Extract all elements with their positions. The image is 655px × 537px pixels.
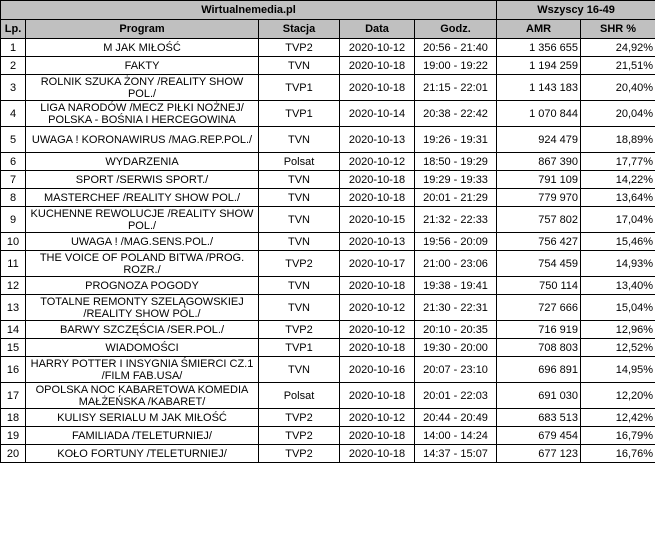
table-row bbox=[1, 39, 655, 57]
cell-shr: 16,76% bbox=[581, 445, 655, 463]
cell-godz: 19:00 - 19:22 bbox=[415, 57, 497, 75]
header-row-columns bbox=[1, 20, 655, 39]
cell-stacja: TVN bbox=[259, 357, 340, 383]
audience-group-header: Wszyscy 16-49 bbox=[497, 1, 655, 20]
cell-lp: 20 bbox=[1, 445, 26, 463]
cell-shr: 15,04% bbox=[581, 295, 655, 321]
cell-program: PROGNOZA POGODY bbox=[26, 277, 259, 295]
cell-program: KUCHENNE REWOLUCJE /REALITY SHOW POL./ bbox=[26, 207, 259, 233]
cell-amr: 867 390 bbox=[497, 153, 581, 171]
cell-amr: 696 891 bbox=[497, 357, 581, 383]
cell-data: 2020-10-13 bbox=[340, 127, 415, 153]
cell-shr: 13,64% bbox=[581, 189, 655, 207]
table-row bbox=[1, 57, 655, 75]
cell-godz: 21:32 - 22:33 bbox=[415, 207, 497, 233]
cell-program: FAKTY bbox=[26, 57, 259, 75]
cell-data: 2020-10-18 bbox=[340, 171, 415, 189]
cell-stacja: TVP1 bbox=[259, 339, 340, 357]
table-row bbox=[1, 409, 655, 427]
cell-program: MASTERCHEF /REALITY SHOW POL./ bbox=[26, 189, 259, 207]
cell-shr: 18,89% bbox=[581, 127, 655, 153]
cell-godz: 18:50 - 19:29 bbox=[415, 153, 497, 171]
cell-data: 2020-10-12 bbox=[340, 39, 415, 57]
cell-stacja: TVN bbox=[259, 127, 340, 153]
cell-stacja: TVP2 bbox=[259, 321, 340, 339]
cell-program: TOTALNE REMONTY SZELĄGOWSKIEJ /REALITY SHOW POL./ bbox=[26, 295, 259, 321]
cell-amr: 1 356 655 bbox=[497, 39, 581, 57]
cell-amr: 924 479 bbox=[497, 127, 581, 153]
table-row bbox=[1, 171, 655, 189]
cell-lp: 10 bbox=[1, 233, 26, 251]
cell-program: LIGA NARODÓW /MECZ PIŁKI NOŻNEJ/ POLSKA - BOŚNIA I HERCEGOWINA bbox=[26, 101, 259, 127]
cell-shr: 16,79% bbox=[581, 427, 655, 445]
cell-data: 2020-10-18 bbox=[340, 277, 415, 295]
cell-stacja: Polsat bbox=[259, 153, 340, 171]
cell-program: KOŁO FORTUNY /TELETURNIEJ/ bbox=[26, 445, 259, 463]
table-row bbox=[1, 445, 655, 463]
table-row bbox=[1, 75, 655, 101]
source-header: Wirtualnemedia.pl bbox=[1, 1, 497, 20]
cell-amr: 1 194 259 bbox=[497, 57, 581, 75]
cell-amr: 779 970 bbox=[497, 189, 581, 207]
cell-data: 2020-10-18 bbox=[340, 75, 415, 101]
cell-program: WIADOMOŚCI bbox=[26, 339, 259, 357]
cell-stacja: TVN bbox=[259, 171, 340, 189]
cell-program: HARRY POTTER I INSYGNIA ŚMIERCI CZ.1 /FILM FAB.USA/ bbox=[26, 357, 259, 383]
cell-amr: 757 802 bbox=[497, 207, 581, 233]
cell-stacja: Polsat bbox=[259, 383, 340, 409]
cell-program: M JAK MIŁOŚĆ bbox=[26, 39, 259, 57]
table-row bbox=[1, 233, 655, 251]
table-row bbox=[1, 357, 655, 383]
cell-shr: 17,04% bbox=[581, 207, 655, 233]
cell-lp: 13 bbox=[1, 295, 26, 321]
cell-data: 2020-10-12 bbox=[340, 153, 415, 171]
cell-lp: 4 bbox=[1, 101, 26, 127]
cell-shr: 14,95% bbox=[581, 357, 655, 383]
cell-amr: 679 454 bbox=[497, 427, 581, 445]
cell-data: 2020-10-17 bbox=[340, 251, 415, 277]
cell-data: 2020-10-14 bbox=[340, 101, 415, 127]
cell-lp: 6 bbox=[1, 153, 26, 171]
cell-lp: 15 bbox=[1, 339, 26, 357]
cell-godz: 19:30 - 20:00 bbox=[415, 339, 497, 357]
cell-data: 2020-10-16 bbox=[340, 357, 415, 383]
cell-data: 2020-10-18 bbox=[340, 189, 415, 207]
cell-shr: 20,04% bbox=[581, 101, 655, 127]
cell-shr: 14,22% bbox=[581, 171, 655, 189]
cell-data: 2020-10-12 bbox=[340, 295, 415, 321]
cell-lp: 7 bbox=[1, 171, 26, 189]
cell-data: 2020-10-12 bbox=[340, 409, 415, 427]
table-row bbox=[1, 295, 655, 321]
cell-godz: 20:07 - 23:10 bbox=[415, 357, 497, 383]
cell-program: ROLNIK SZUKA ŻONY /REALITY SHOW POL./ bbox=[26, 75, 259, 101]
cell-lp: 19 bbox=[1, 427, 26, 445]
cell-amr: 683 513 bbox=[497, 409, 581, 427]
cell-program: WYDARZENIA bbox=[26, 153, 259, 171]
cell-stacja: TVN bbox=[259, 207, 340, 233]
cell-godz: 20:56 - 21:40 bbox=[415, 39, 497, 57]
cell-lp: 12 bbox=[1, 277, 26, 295]
cell-godz: 21:15 - 22:01 bbox=[415, 75, 497, 101]
cell-lp: 18 bbox=[1, 409, 26, 427]
cell-program: FAMILIADA /TELETURNIEJ/ bbox=[26, 427, 259, 445]
cell-amr: 727 666 bbox=[497, 295, 581, 321]
cell-amr: 750 114 bbox=[497, 277, 581, 295]
cell-lp: 17 bbox=[1, 383, 26, 409]
col-header-program: Program bbox=[26, 20, 259, 39]
cell-stacja: TVN bbox=[259, 295, 340, 321]
col-header-shr: SHR % bbox=[581, 20, 655, 39]
cell-stacja: TVN bbox=[259, 57, 340, 75]
cell-godz: 20:01 - 21:29 bbox=[415, 189, 497, 207]
cell-stacja: TVP2 bbox=[259, 39, 340, 57]
cell-shr: 17,77% bbox=[581, 153, 655, 171]
cell-godz: 14:00 - 14:24 bbox=[415, 427, 497, 445]
col-header-data: Data bbox=[340, 20, 415, 39]
col-header-godz: Godz. bbox=[415, 20, 497, 39]
col-header-amr: AMR bbox=[497, 20, 581, 39]
cell-shr: 12,96% bbox=[581, 321, 655, 339]
cell-shr: 12,52% bbox=[581, 339, 655, 357]
cell-godz: 20:01 - 22:03 bbox=[415, 383, 497, 409]
cell-stacja: TVP2 bbox=[259, 427, 340, 445]
cell-stacja: TVP1 bbox=[259, 101, 340, 127]
cell-amr: 1 070 844 bbox=[497, 101, 581, 127]
table-row bbox=[1, 127, 655, 153]
table-row bbox=[1, 339, 655, 357]
col-header-stacja: Stacja bbox=[259, 20, 340, 39]
cell-lp: 11 bbox=[1, 251, 26, 277]
cell-stacja: TVP2 bbox=[259, 409, 340, 427]
cell-shr: 12,20% bbox=[581, 383, 655, 409]
table-row bbox=[1, 251, 655, 277]
cell-amr: 1 143 183 bbox=[497, 75, 581, 101]
table-row bbox=[1, 383, 655, 409]
cell-godz: 14:37 - 15:07 bbox=[415, 445, 497, 463]
cell-amr: 791 109 bbox=[497, 171, 581, 189]
cell-lp: 8 bbox=[1, 189, 26, 207]
cell-program: KULISY SERIALU M JAK MIŁOŚĆ bbox=[26, 409, 259, 427]
cell-lp: 14 bbox=[1, 321, 26, 339]
cell-program: SPORT /SERWIS SPORT./ bbox=[26, 171, 259, 189]
cell-stacja: TVP2 bbox=[259, 445, 340, 463]
cell-godz: 19:26 - 19:31 bbox=[415, 127, 497, 153]
cell-program: OPOLSKA NOC KABARETOWA KOMEDIA MAŁŻEŃSKA /KABARET/ bbox=[26, 383, 259, 409]
cell-shr: 13,40% bbox=[581, 277, 655, 295]
cell-program: UWAGA ! /MAG.SENS.POL./ bbox=[26, 233, 259, 251]
cell-data: 2020-10-18 bbox=[340, 383, 415, 409]
table-row bbox=[1, 101, 655, 127]
cell-data: 2020-10-18 bbox=[340, 339, 415, 357]
col-header-lp: Lp. bbox=[1, 20, 26, 39]
cell-shr: 20,40% bbox=[581, 75, 655, 101]
table-row bbox=[1, 189, 655, 207]
cell-amr: 756 427 bbox=[497, 233, 581, 251]
cell-program: BARWY SZCZĘŚCIA /SER.POL./ bbox=[26, 321, 259, 339]
table-row bbox=[1, 277, 655, 295]
cell-program: UWAGA ! KORONAWIRUS /MAG.REP.POL./ bbox=[26, 127, 259, 153]
cell-lp: 1 bbox=[1, 39, 26, 57]
table-body bbox=[1, 39, 655, 463]
cell-godz: 20:10 - 20:35 bbox=[415, 321, 497, 339]
cell-amr: 716 919 bbox=[497, 321, 581, 339]
cell-data: 2020-10-18 bbox=[340, 445, 415, 463]
cell-amr: 708 803 bbox=[497, 339, 581, 357]
table-row bbox=[1, 321, 655, 339]
cell-data: 2020-10-18 bbox=[340, 57, 415, 75]
table-row bbox=[1, 207, 655, 233]
table-row bbox=[1, 153, 655, 171]
table-row bbox=[1, 427, 655, 445]
cell-godz: 20:44 - 20:49 bbox=[415, 409, 497, 427]
cell-data: 2020-10-13 bbox=[340, 233, 415, 251]
cell-lp: 5 bbox=[1, 127, 26, 153]
cell-stacja: TVN bbox=[259, 189, 340, 207]
cell-amr: 677 123 bbox=[497, 445, 581, 463]
cell-data: 2020-10-18 bbox=[340, 427, 415, 445]
cell-stacja: TVN bbox=[259, 233, 340, 251]
cell-godz: 19:38 - 19:41 bbox=[415, 277, 497, 295]
cell-lp: 3 bbox=[1, 75, 26, 101]
cell-shr: 24,92% bbox=[581, 39, 655, 57]
cell-shr: 12,42% bbox=[581, 409, 655, 427]
cell-program: THE VOICE OF POLAND BITWA /PROG. ROZR./ bbox=[26, 251, 259, 277]
cell-godz: 19:29 - 19:33 bbox=[415, 171, 497, 189]
cell-shr: 14,93% bbox=[581, 251, 655, 277]
cell-godz: 20:38 - 22:42 bbox=[415, 101, 497, 127]
cell-shr: 15,46% bbox=[581, 233, 655, 251]
cell-amr: 691 030 bbox=[497, 383, 581, 409]
cell-godz: 21:30 - 22:31 bbox=[415, 295, 497, 321]
cell-lp: 16 bbox=[1, 357, 26, 383]
cell-godz: 19:56 - 20:09 bbox=[415, 233, 497, 251]
cell-amr: 754 459 bbox=[497, 251, 581, 277]
cell-stacja: TVN bbox=[259, 277, 340, 295]
cell-godz: 21:00 - 23:06 bbox=[415, 251, 497, 277]
cell-data: 2020-10-12 bbox=[340, 321, 415, 339]
header-row-top bbox=[1, 1, 655, 20]
cell-lp: 2 bbox=[1, 57, 26, 75]
cell-stacja: TVP2 bbox=[259, 251, 340, 277]
cell-data: 2020-10-15 bbox=[340, 207, 415, 233]
cell-shr: 21,51% bbox=[581, 57, 655, 75]
cell-stacja: TVP1 bbox=[259, 75, 340, 101]
cell-lp: 9 bbox=[1, 207, 26, 233]
